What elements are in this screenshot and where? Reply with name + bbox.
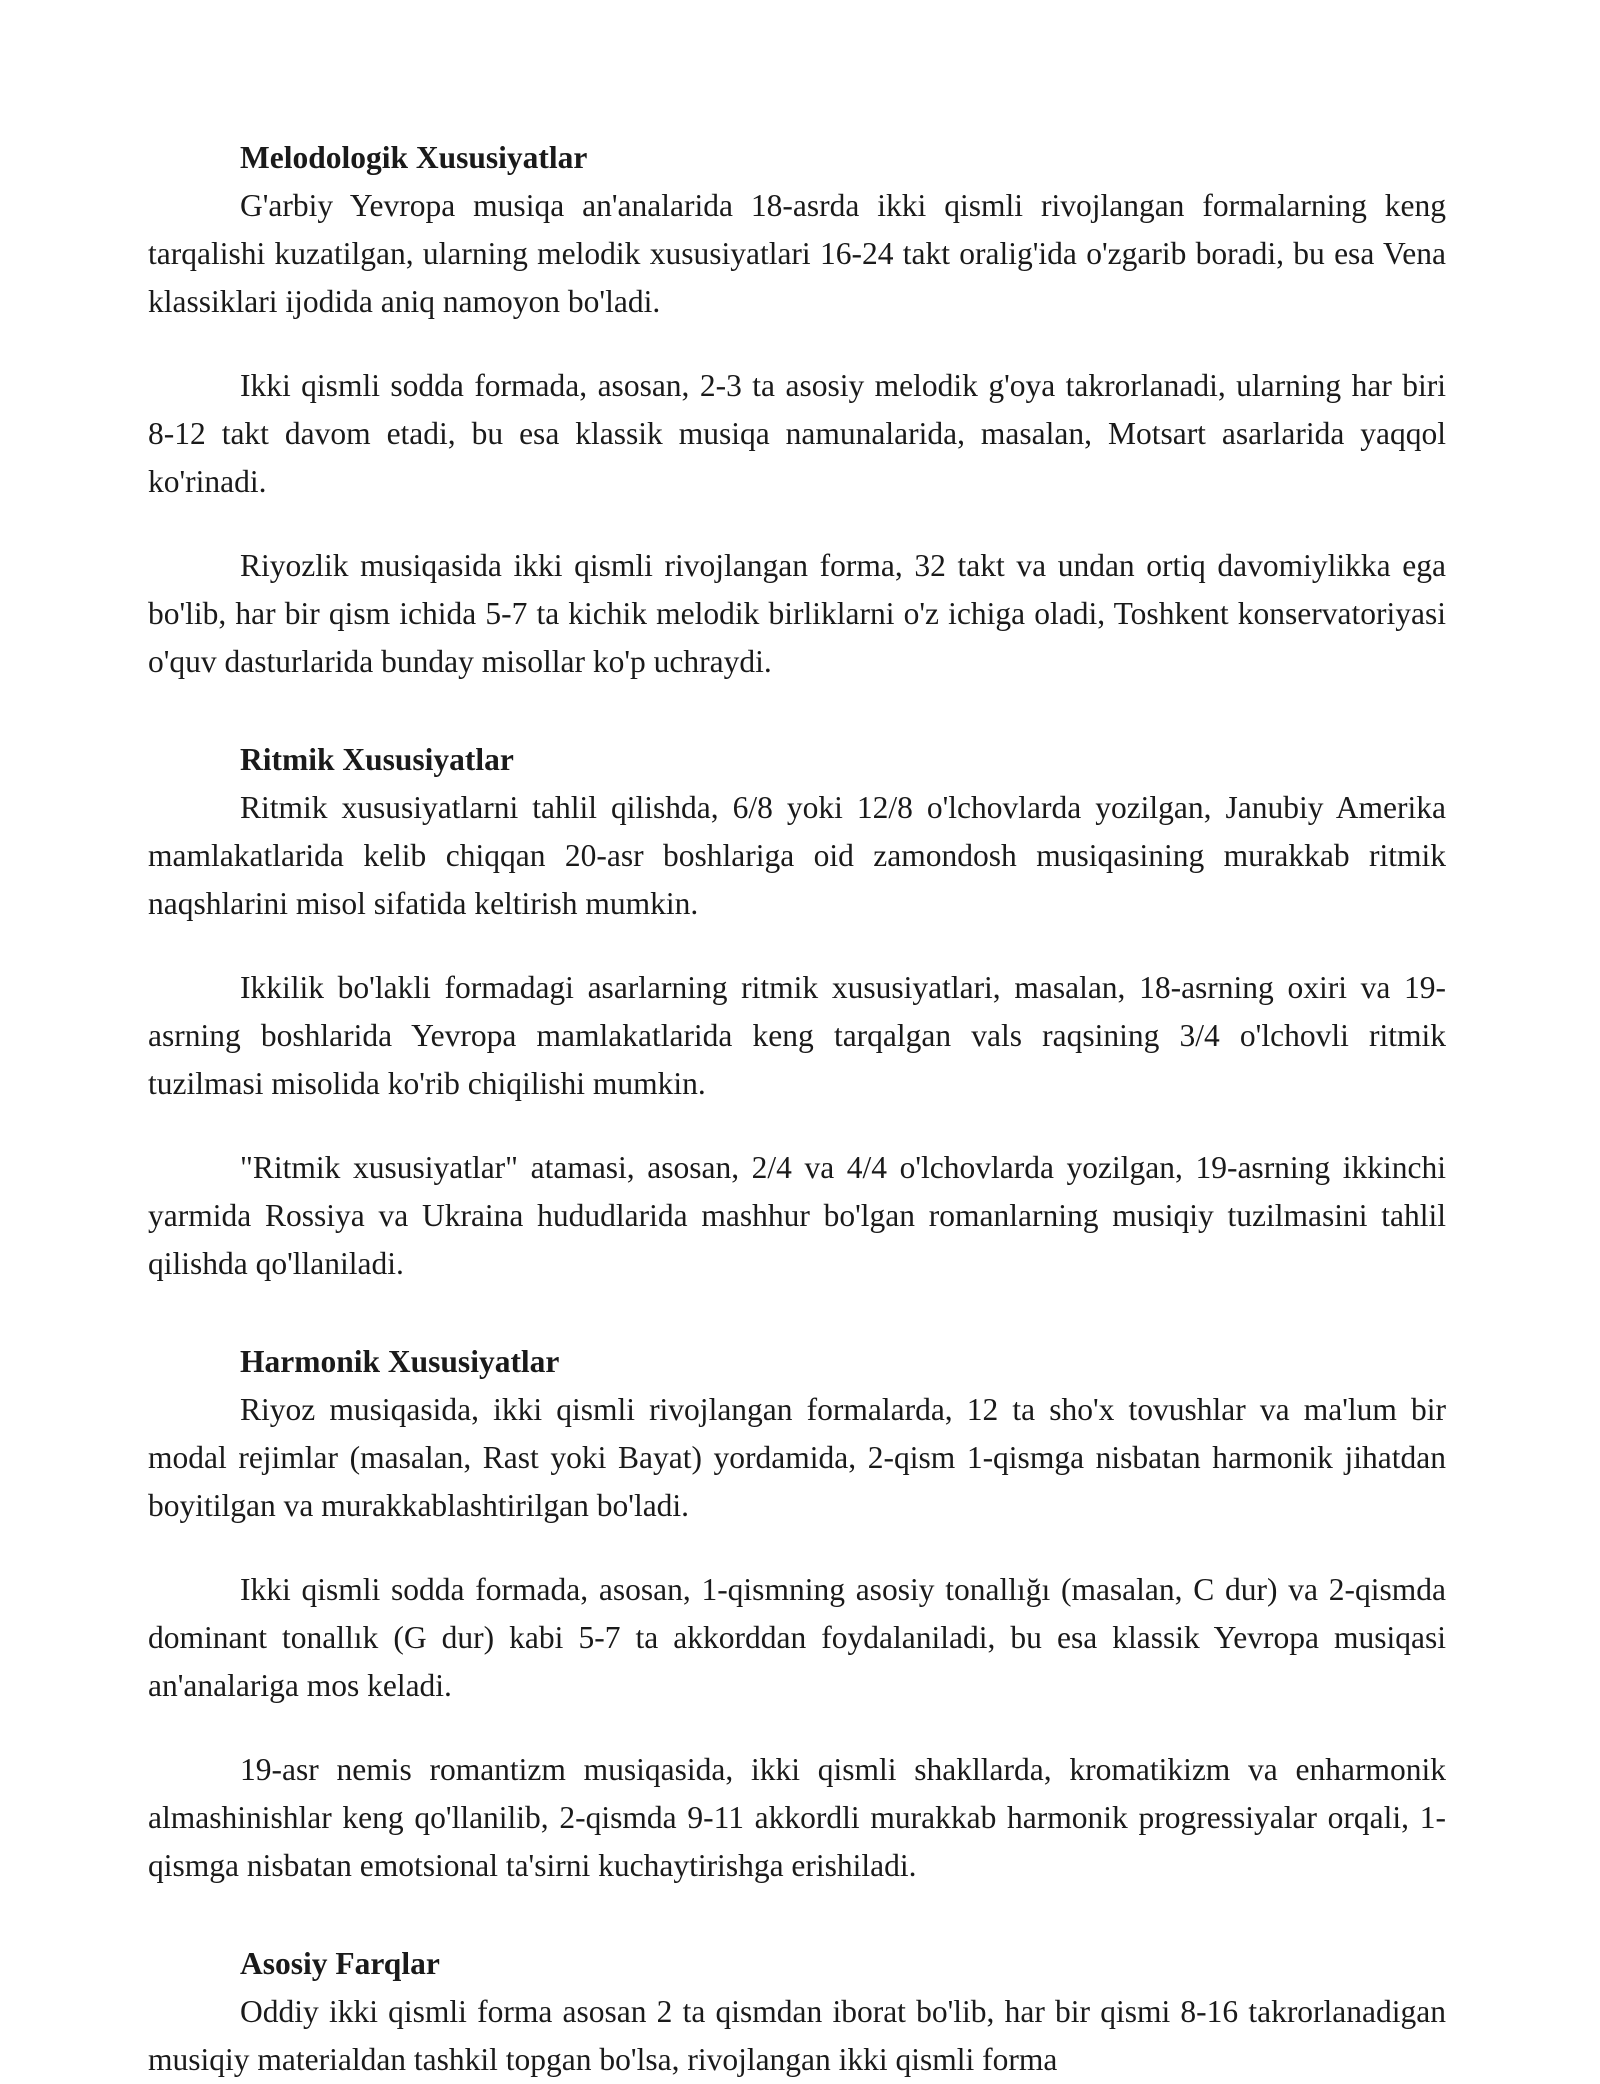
section-heading: Harmonik Xususiyatlar <box>240 1344 560 1379</box>
paragraph: Ikkilik bo'lakli formadagi asarlarning ritmik xususiyatlari, masalan, 18-asrning oxiri va 19-asrning boshlarida Yevropa mamlakatlarida keng tarqalgan vals raqsining 3/4 o'lchovli ritmik tuzilmasi misolida ko'rib chiqilishi mumkin. <box>148 970 1446 1101</box>
paragraph: Ikki qismli sodda formada, asosan, 2-3 ta asosiy melodik g'oya takrorlanadi, ularning har biri 8-12 takt davom etadi, bu esa klassik musiqa namunalarida, masalan, Motsart asarlarida yaqqol ko'rinadi. <box>148 368 1446 499</box>
section-asosiy-farqlar <box>148 1940 1446 2084</box>
section-melodologik <box>148 134 1446 686</box>
paragraph: Ritmik xususiyatlarni tahlil qilishda, 6/8 yoki 12/8 o'lchovlarda yozilgan, Janubiy Amerika mamlakatlarida kelib chiqqan 20-asr boshlariga oid zamondosh musiqasining murakkab ritmik naqshlarini misol sifatida keltirish mumkin. <box>148 790 1446 921</box>
section-ritmik <box>148 736 1446 1288</box>
section-heading: Melodologik Xususiyatlar <box>240 140 588 175</box>
paragraph: Riyozlik musiqasida ikki qismli rivojlangan forma, 32 takt va undan ortiq davomiylikka ega bo'lib, har bir qism ichida 5-7 ta kichik melodik birliklarni o'z ichiga oladi, Toshkent konservatoriyasi o'quv dasturlarida bunday misollar ko'p uchraydi. <box>148 548 1446 679</box>
paragraph: 19-asr nemis romantizm musiqasida, ikki qismli shakllarda, kromatikizm va enharmonik almashinishlar keng qo'llanilib, 2-qismda 9-11 akkordli murakkab harmonik progressiyalar orqali, 1-qismga nisbatan emotsional ta'sirni kuchaytirishga erishiladi. <box>148 1752 1446 1883</box>
document-page <box>148 134 1446 2084</box>
section-harmonik <box>148 1338 1446 1890</box>
paragraph: Ikki qismli sodda formada, asosan, 1-qismning asosiy tonallığı (masalan, C dur) va 2-qismda dominant tonallık (G dur) kabi 5-7 ta akkorddan foydalaniladi, bu esa klassik Yevropa musiqasi an'analariga mos keladi. <box>148 1572 1446 1703</box>
paragraph: G'arbiy Yevropa musiqa an'analarida 18-asrda ikki qismli rivojlangan formalarning keng tarqalishi kuzatilgan, ularning melodik xususiyatlari 16-24 takt oralig'ida o'zgarib boradi, bu esa Vena klassiklari ijodida aniq namoyon bo'ladi. <box>148 188 1446 319</box>
section-heading: Ritmik Xususiyatlar <box>240 742 514 777</box>
paragraph: "Ritmik xususiyatlar" atamasi, asosan, 2/4 va 4/4 o'lchovlarda yozilgan, 19-asrning ikkinchi yarmida Rossiya va Ukraina hududlarida mashhur bo'lgan romanlarning musiqiy tuzilmasini tahlil qilishda qo'llaniladi. <box>148 1150 1446 1281</box>
paragraph: Riyoz musiqasida, ikki qismli rivojlangan formalarda, 12 ta sho'x tovushlar va ma'lum bir modal rejimlar (masalan, Rast yoki Bayat) yordamida, 2-qism 1-qismga nisbatan harmonik jihatdan boyitilgan va murakkablashtirilgan bo'ladi. <box>148 1392 1446 1523</box>
paragraph: Oddiy ikki qismli forma asosan 2 ta qismdan iborat bo'lib, har bir qismi 8-16 takrorlanadigan musiqiy materialdan tashkil topgan bo'lsa, rivojlangan ikki qismli forma <box>148 1994 1446 2077</box>
section-heading: Asosiy Farqlar <box>240 1946 440 1981</box>
